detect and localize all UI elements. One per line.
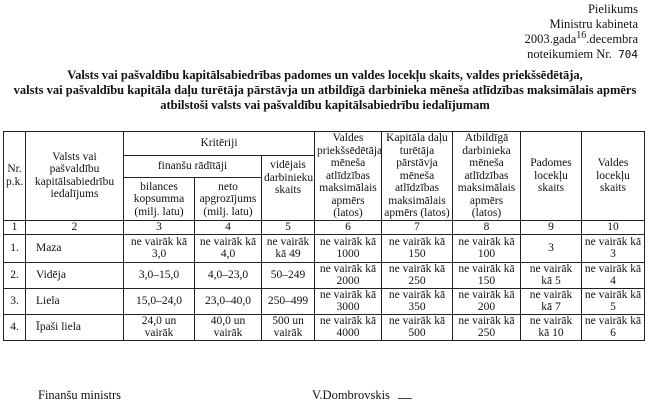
column-number: 5 bbox=[262, 220, 315, 234]
header-nr: Nr. p.k. bbox=[4, 132, 26, 221]
chair-compensation-value: ne vairāk kā 1000 bbox=[315, 234, 382, 262]
column-number: 1 bbox=[4, 220, 26, 234]
board-members-value: ne vairāk kā 5 bbox=[582, 288, 645, 314]
board-members-value: ne vairāk kā 4 bbox=[582, 262, 645, 288]
regulation-date: 2003.gada$^{16}$.decembra bbox=[524, 29, 638, 46]
compensation-table bbox=[3, 131, 645, 341]
representative-compensation-value: ne vairāk kā 350 bbox=[382, 288, 453, 314]
turnover-value: 4,0–23,0 bbox=[195, 262, 262, 288]
table-row bbox=[4, 288, 645, 314]
document-title: Valsts vai pašvaldību kapitālsabiedrības padomes un valdes locekļu skaits, valdes priekšsēdētāja, valsts vai pašvaldību kapitāla daļu turētāja pārstāvja un atbildīgā darbinieka mēneša atlīdzības maksimālais apmērs atbilstoši valsts vai pašvaldību kapitālsabiedrību iedalījumam bbox=[13, 68, 637, 112]
row-number: 2. bbox=[4, 262, 26, 288]
annex-label: Pielikums bbox=[587, 2, 638, 16]
column-number: 9 bbox=[521, 220, 582, 234]
council-members-value: ne vairāk kā 10 bbox=[521, 314, 582, 340]
board-members-value: ne vairāk kā 3 bbox=[582, 234, 645, 262]
representative-compensation-value: ne vairāk kā 150 bbox=[382, 234, 453, 262]
responsible-compensation-value: ne vairāk kā 100 bbox=[453, 234, 521, 262]
council-members-value: ne vairāk kā 5 bbox=[521, 262, 582, 288]
council-members-value: ne vairāk kā 7 bbox=[521, 288, 582, 314]
company-class: Maza bbox=[26, 234, 124, 262]
company-class: Liela bbox=[26, 288, 124, 314]
council-members-value: 3 bbox=[521, 234, 582, 262]
header-net-turnover: neto apgrozījums (milj. latu) bbox=[195, 177, 262, 220]
company-class: Vidēja bbox=[26, 262, 124, 288]
header-criteria: Kritēriji bbox=[124, 132, 315, 156]
regulation-number: noteikumiem Nr. 704 bbox=[527, 47, 638, 61]
column-number: 3 bbox=[124, 220, 195, 234]
column-number: 10 bbox=[582, 220, 645, 234]
chair-compensation-value: ne vairāk kā 3000 bbox=[315, 288, 382, 314]
turnover-value: 23,0–40,0 bbox=[195, 288, 262, 314]
balance-value: 3,0–15,0 bbox=[124, 262, 195, 288]
header-board-members: Valdes locekļu skaits bbox=[582, 132, 645, 221]
header-employees: vidējais darbinieku skaits bbox=[262, 156, 315, 221]
balance-value: ne vairāk kā 3,0 bbox=[124, 234, 195, 262]
header-chair-compensation: Valdes priekšsēdētāja mēneša atlīdzības maksimālais apmērs (latos) bbox=[315, 132, 382, 221]
column-number: 4 bbox=[195, 220, 262, 234]
minister-title: Finanšu ministrs bbox=[38, 388, 121, 402]
company-class: Īpaši liela bbox=[26, 314, 124, 340]
header-balance-total: bilances kopsumma (milj. latu) bbox=[124, 177, 195, 220]
representative-compensation-value: ne vairāk kā 250 bbox=[382, 262, 453, 288]
header-classification: Valsts vai pašvaldību kapitālsabiedrību iedalījums bbox=[26, 132, 124, 221]
row-number: 1. bbox=[4, 234, 26, 262]
column-number-row bbox=[4, 220, 645, 234]
table-row bbox=[4, 234, 645, 262]
employees-value: ne vairāk kā 49 bbox=[262, 234, 315, 262]
responsible-compensation-value: ne vairāk kā 150 bbox=[453, 262, 521, 288]
board-members-value: ne vairāk kā 6 bbox=[582, 314, 645, 340]
balance-value: 15,0–24,0 bbox=[124, 288, 195, 314]
column-number: 8 bbox=[453, 220, 521, 234]
column-number: 2 bbox=[26, 220, 124, 234]
turnover-value: 40,0 un vairāk bbox=[195, 314, 262, 340]
balance-value: 24,0 un vairāk bbox=[124, 314, 195, 340]
annex-header bbox=[525, 2, 638, 62]
header-representative-compensation: Kapitāla daļu turētāja pārstāvja mēneša atlīdzības maksimālais apmērs (latos) bbox=[382, 132, 453, 221]
row-number: 3. bbox=[4, 288, 26, 314]
responsible-compensation-value: ne vairāk kā 200 bbox=[453, 288, 521, 314]
header-responsible-compensation: Atbildīgā darbinieka mēneša atlīdzības maksimālais apmērs (latos) bbox=[453, 132, 521, 221]
header-council-members: Padomes locekļu skaits bbox=[521, 132, 582, 221]
cabinet-label: Ministru kabineta bbox=[549, 17, 638, 31]
column-number: 7 bbox=[382, 220, 453, 234]
employees-value: 50–249 bbox=[262, 262, 315, 288]
chair-compensation-value: ne vairāk kā 4000 bbox=[315, 314, 382, 340]
table-row bbox=[4, 314, 645, 340]
chair-compensation-value: ne vairāk kā 2000 bbox=[315, 262, 382, 288]
table-row bbox=[4, 262, 645, 288]
minister-name: V.Dombrovskis bbox=[312, 388, 390, 402]
employees-value: 500 un vairāk bbox=[262, 314, 315, 340]
responsible-compensation-value: ne vairāk kā 250 bbox=[453, 314, 521, 340]
representative-compensation-value: ne vairāk kā 500 bbox=[382, 314, 453, 340]
signature-mark bbox=[398, 398, 412, 403]
row-number: 4. bbox=[4, 314, 26, 340]
employees-value: 250–499 bbox=[262, 288, 315, 314]
turnover-value: ne vairāk kā 4,0 bbox=[195, 234, 262, 262]
header-financial-indicators: finanšu rādītāji bbox=[124, 156, 262, 178]
column-number: 6 bbox=[315, 220, 382, 234]
